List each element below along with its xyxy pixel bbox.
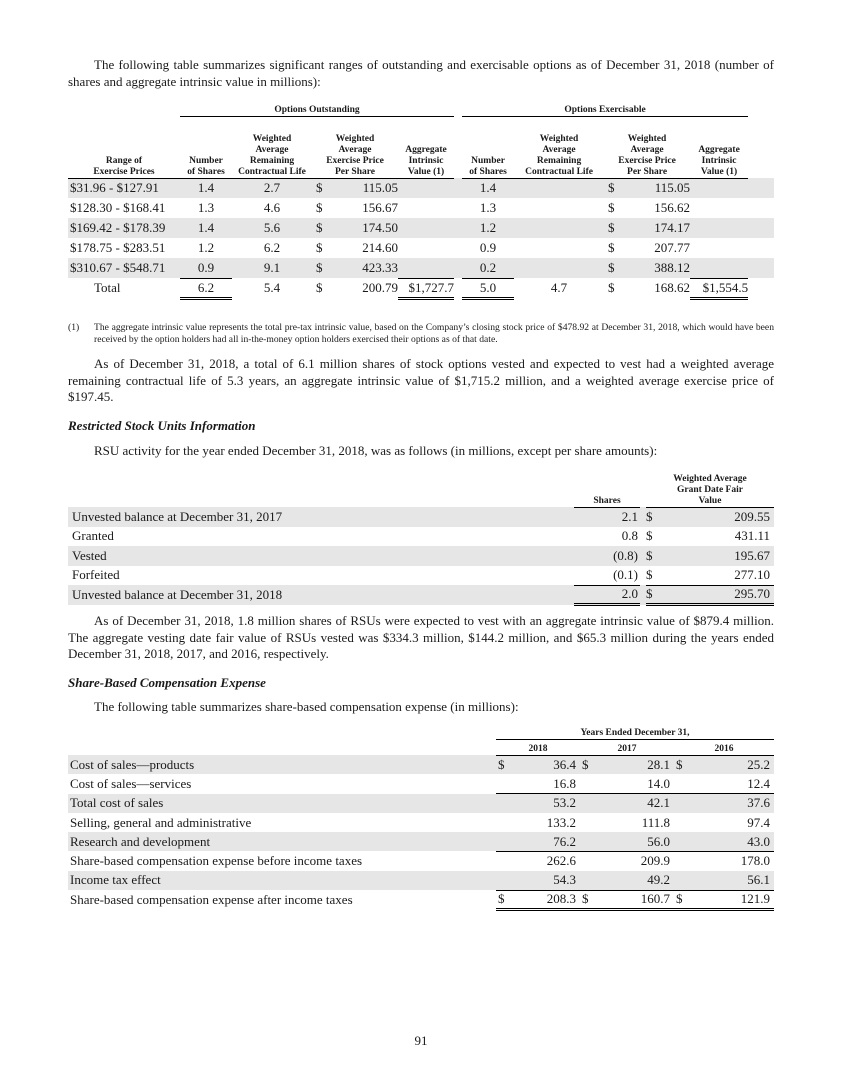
sbc-table (68, 724, 774, 911)
sbc-value-2018-cell: 16.8 (514, 774, 580, 793)
sbc-currency-cell (580, 851, 598, 870)
ex-currency-cell: $ (608, 220, 615, 235)
rsu-intro: RSU activity for the year ended December 31, 2018, was as follows (in millions, except per share amounts): (94, 443, 658, 458)
out-number-cell: 1.4 (197, 180, 215, 196)
range-cell: $178.75 - $283.51 (70, 240, 166, 255)
rsu-paragraph: As of December 31, 2018, 1.8 million shares of RSUs were expected to vest with an aggregate intrinsic value of $879.4 million. The aggregate vesting date fair value of RSUs vested was $334.3 million, $144.2 million, and $65.3 million during the years ended December 31, 2018, 2017, and 2016, respectively. (68, 613, 774, 661)
rsu-value-cell: 431.11 (734, 528, 770, 544)
sbc-currency-cell: $ (676, 756, 683, 772)
options-outstanding-header: Options Outstanding (180, 98, 454, 116)
ex-number-cell: 1.2 (479, 220, 497, 235)
sbc-currency-cell (496, 774, 514, 793)
sbc-value-2018-cell: 36.4 (553, 756, 576, 772)
ex-price-cell: 168.62 (654, 280, 691, 295)
sbc-value-2017-cell: 209.9 (640, 853, 670, 869)
rsu-heading: Restricted Stock Units Information (68, 418, 256, 433)
ex-agg-cell (690, 258, 748, 278)
ex-price-cell: 156.62 (654, 200, 691, 215)
sbc-intro: The following table summarizes share-based compensation expense (in millions): (94, 699, 519, 714)
rsu-value-cell: 209.55 (734, 509, 770, 524)
out-life-cell: 9.1 (263, 260, 281, 275)
out-life-cell: 4.6 (263, 200, 281, 215)
ex-agg-cell (690, 238, 748, 258)
rsu-label-cell: Forfeited (72, 567, 120, 583)
out-price-cell: 423.33 (362, 260, 398, 275)
sbc-currency-cell (580, 832, 598, 851)
col-ex-number-header: Number of Shares (462, 116, 514, 178)
ex-price-cell: 388.12 (654, 260, 691, 275)
ex-price-cell: 174.17 (654, 220, 691, 235)
ex-agg-cell (690, 198, 748, 218)
sbc-value-2016-cell: 97.4 (747, 814, 771, 830)
ex-price-cell: 207.77 (654, 240, 691, 255)
sbc-currency-cell (674, 871, 692, 890)
spacer-cell (454, 218, 462, 238)
sbc-label-cell: Total cost of sales (70, 795, 164, 811)
ex-currency-cell: $ (608, 200, 615, 215)
sbc-row (68, 774, 774, 793)
sbc-currency-cell: $ (582, 756, 589, 772)
sbc-value-2017-cell: 49.2 (598, 871, 674, 890)
sbc-value-2017-cell: 28.1 (647, 756, 670, 772)
sbc-label-cell: Share-based compensation expense after income taxes (70, 891, 353, 907)
out-price-cell: 174.50 (362, 220, 398, 235)
out-life-cell: 2.7 (263, 180, 281, 196)
rsu-shares-cell: 0.8 (621, 528, 638, 544)
col-ex-life-header: Weighted Average Remaining Contractual Life (514, 116, 604, 178)
ex-currency-cell: $ (608, 180, 615, 196)
out-agg-cell (398, 238, 454, 258)
options-row (68, 258, 774, 278)
sbc-currency-cell (674, 851, 692, 870)
sbc-heading: Share-Based Compensation Expense (68, 675, 266, 690)
options-intro-paragraph: The following table summarizes significant ranges of outstanding and exercisable options as of December 31, 2018 (number of shares and aggregate intrinsic value in millions): (68, 57, 774, 89)
ex-agg-cell: $1,554.5 (690, 278, 748, 298)
rsu-value-cell: 295.70 (666, 585, 774, 605)
out-agg-cell (398, 198, 454, 218)
ex-life-cell (514, 178, 604, 198)
sbc-value-2016-cell: 25.2 (747, 756, 771, 772)
sbc-currency-cell (496, 832, 514, 851)
ex-price-cell: 115.05 (654, 180, 691, 196)
rsu-row (68, 527, 774, 547)
range-cell: Total (94, 280, 121, 295)
sbc-currency-cell (674, 774, 692, 793)
sbc-year-2018: 2018 (496, 739, 580, 755)
range-cell: $310.67 - $548.71 (70, 260, 166, 275)
out-life-cell: 5.4 (263, 280, 281, 295)
rsu-shares-header: Shares (574, 470, 640, 507)
rsu-table (68, 470, 774, 606)
sbc-currency-cell (496, 813, 514, 832)
rsu-label-cell: Unvested balance at December 31, 2018 (72, 586, 283, 602)
rsu-label-cell: Granted (72, 528, 114, 544)
col-out-life-header: Weighted Average Remaining Contractual Life (232, 116, 312, 178)
col-ex-agg-header: Aggregate Intrinsic Value (1) (690, 116, 748, 178)
sbc-row (68, 832, 774, 851)
sbc-label-cell: Share-based compensation expense before income taxes (70, 853, 363, 869)
sbc-value-2016-cell: 37.6 (747, 795, 771, 811)
ex-life-cell (514, 198, 604, 218)
sbc-row (68, 871, 774, 890)
rsu-currency-cell: $ (646, 585, 666, 605)
out-price-cell: 214.60 (362, 240, 398, 255)
rsu-shares-cell: 2.1 (621, 509, 638, 524)
spacer-cell (748, 238, 774, 258)
out-currency-cell: $ (316, 200, 323, 215)
sbc-currency-cell (580, 774, 598, 793)
sbc-currency-cell (674, 794, 692, 813)
out-price-cell: 115.05 (362, 180, 398, 196)
spacer-cell (748, 198, 774, 218)
out-currency-cell: $ (316, 280, 323, 295)
rsu-row (68, 566, 774, 586)
range-cell: $169.42 - $178.39 (70, 220, 166, 235)
out-currency-cell: $ (316, 180, 323, 196)
sbc-currency-cell (580, 871, 598, 890)
out-number-cell: 0.9 (180, 258, 232, 278)
ex-number-cell: 5.0 (462, 278, 514, 298)
rsu-label-cell: Vested (72, 547, 107, 563)
sbc-row (68, 755, 774, 774)
range-cell: $31.96 - $127.91 (70, 180, 159, 196)
sbc-currency-cell (580, 813, 598, 832)
ex-currency-cell: $ (608, 280, 615, 295)
rsu-currency-cell: $ (646, 566, 666, 586)
options-row (68, 238, 774, 258)
spacer-cell (454, 178, 462, 198)
ex-agg-cell (690, 178, 748, 198)
out-currency-cell: $ (316, 240, 323, 255)
options-row (68, 198, 774, 218)
ex-number-cell: 0.2 (462, 258, 514, 278)
col-out-number-header: Number of Shares (180, 116, 232, 178)
ex-currency-cell: $ (608, 240, 615, 255)
rsu-row (68, 546, 774, 566)
spacer-cell (748, 178, 774, 198)
sbc-value-2017-cell: 111.8 (641, 814, 670, 830)
footnote-text: The aggregate intrinsic value represents the total pre-tax intrinsic value, based on the Company’s closing stock price of $478.92 at December 31, 2018, which would have been received by the option holders had all in-the-money option holders exercised their options as of that date. (94, 322, 774, 345)
sbc-value-2017-cell: 56.0 (598, 832, 674, 851)
sbc-row (68, 890, 774, 909)
ex-agg-cell (690, 218, 748, 238)
out-life-cell: 6.2 (263, 240, 281, 255)
sbc-value-2018-cell: 53.2 (553, 795, 576, 811)
sbc-currency-cell (674, 813, 692, 832)
sbc-value-2018-cell: 76.2 (514, 832, 580, 851)
sbc-value-2016-cell: 178.0 (740, 853, 771, 869)
rsu-row (68, 585, 774, 605)
rsu-currency-cell: $ (646, 509, 653, 524)
col-out-agg-header: Aggregate Intrinsic Value (1) (398, 116, 454, 178)
out-number-cell: 1.4 (197, 220, 215, 235)
col-range-header: Range of Exercise Prices (68, 116, 180, 178)
rsu-shares-cell: (0.1) (574, 566, 640, 586)
spacer-cell (454, 258, 462, 278)
sbc-currency-cell: $ (580, 890, 598, 909)
sbc-value-2016-cell: 56.1 (692, 871, 774, 890)
rsu-value-cell: 195.67 (734, 547, 770, 563)
ex-number-cell: 1.4 (479, 180, 497, 196)
sbc-value-2016-cell: 43.0 (692, 832, 774, 851)
options-row (68, 218, 774, 238)
out-life-cell: 5.6 (263, 220, 281, 235)
sbc-label-cell: Cost of sales—products (70, 756, 195, 772)
footnote (68, 322, 774, 346)
options-total-row (68, 278, 774, 298)
ex-life-cell (514, 238, 604, 258)
sbc-value-2016-cell: 12.4 (692, 774, 774, 793)
out-number-cell: 1.2 (197, 240, 215, 255)
out-currency-cell: $ (316, 260, 323, 275)
sbc-row (68, 813, 774, 832)
out-agg-cell (398, 218, 454, 238)
range-cell: $128.30 - $168.41 (70, 200, 166, 215)
sbc-row (68, 851, 774, 870)
sbc-value-2018-cell: 133.2 (546, 814, 576, 830)
rsu-shares-cell: (0.8) (613, 547, 638, 563)
out-number-cell: 1.3 (197, 200, 215, 215)
sbc-years-group-header: Years Ended December 31, (580, 727, 690, 738)
col-out-price-header: Weighted Average Exercise Price Per Share (312, 116, 398, 178)
sbc-year-2017: 2017 (580, 739, 674, 755)
out-price-cell: 156.67 (362, 200, 398, 215)
spacer-cell (748, 278, 774, 298)
sbc-currency-cell (496, 794, 514, 813)
rsu-table-body (68, 507, 774, 605)
options-table (68, 98, 774, 300)
ex-currency-cell: $ (608, 260, 615, 275)
sbc-value-2018-cell: 54.3 (514, 871, 580, 890)
rsu-label-cell: Unvested balance at December 31, 2017 (72, 508, 283, 524)
spacer-cell (454, 238, 462, 258)
rsu-currency-cell: $ (646, 547, 653, 563)
sbc-value-2017-cell: 160.7 (598, 890, 674, 909)
out-agg-cell: $1,727.7 (398, 278, 454, 298)
rsu-value-cell: 277.10 (666, 566, 774, 586)
sbc-currency-cell (496, 851, 514, 870)
out-agg-cell (398, 258, 454, 278)
sbc-label-cell: Cost of sales—services (70, 775, 192, 791)
rsu-value-header: Weighted Average Grant Date Fair Value (646, 470, 774, 507)
sbc-currency-cell: $ (674, 890, 692, 909)
vested-paragraph: As of December 31, 2018, a total of 6.1 million shares of stock options vested and expected to vest had a weighted average remaining contractual life of 5.3 years, an aggregate intrinsic value of $1,715.2 million, and a weighted average exercise price of $197.45. (68, 356, 774, 404)
sbc-currency-cell (496, 871, 514, 890)
sbc-value-2018-cell: 208.3 (514, 890, 580, 909)
out-price-cell: 200.79 (362, 280, 398, 295)
sbc-currency-cell: $ (496, 890, 514, 909)
out-number-cell: 6.2 (180, 278, 232, 298)
sbc-value-2018-cell: 262.6 (546, 853, 576, 869)
sbc-value-2017-cell: 14.0 (598, 774, 674, 793)
ex-number-cell: 0.9 (479, 240, 497, 255)
options-exercisable-header: Options Exercisable (462, 98, 748, 116)
ex-life-cell (514, 218, 604, 238)
sbc-currency-cell: $ (498, 756, 505, 772)
rsu-shares-cell: 2.0 (574, 585, 640, 605)
ex-number-cell: 1.3 (479, 200, 497, 215)
spacer-cell (454, 278, 462, 298)
sbc-label-cell: Selling, general and administrative (70, 814, 252, 830)
footnote-marker: (1) (68, 322, 80, 333)
spacer-cell (748, 258, 774, 278)
sbc-currency-cell (580, 794, 598, 813)
col-ex-price-header: Weighted Average Exercise Price Per Share (604, 116, 690, 178)
sbc-label-cell: Income tax effect (70, 872, 161, 888)
sbc-label-cell: Research and development (70, 833, 211, 849)
sbc-value-2016-cell: 121.9 (692, 890, 774, 909)
spacer-cell (454, 198, 462, 218)
options-table-body (68, 178, 774, 298)
page-number: 91 (414, 1033, 428, 1048)
sbc-currency-cell (674, 832, 692, 851)
out-currency-cell: $ (316, 220, 323, 235)
rsu-row (68, 507, 774, 527)
sbc-row (68, 794, 774, 813)
sbc-year-2016: 2016 (674, 739, 774, 755)
ex-life-cell: 4.7 (550, 280, 568, 295)
options-row (68, 178, 774, 198)
ex-life-cell (514, 258, 604, 278)
sbc-table-body (68, 755, 774, 909)
sbc-value-2017-cell: 42.1 (647, 795, 670, 811)
out-agg-cell (398, 178, 454, 198)
spacer-cell (748, 218, 774, 238)
rsu-currency-cell: $ (646, 528, 653, 544)
